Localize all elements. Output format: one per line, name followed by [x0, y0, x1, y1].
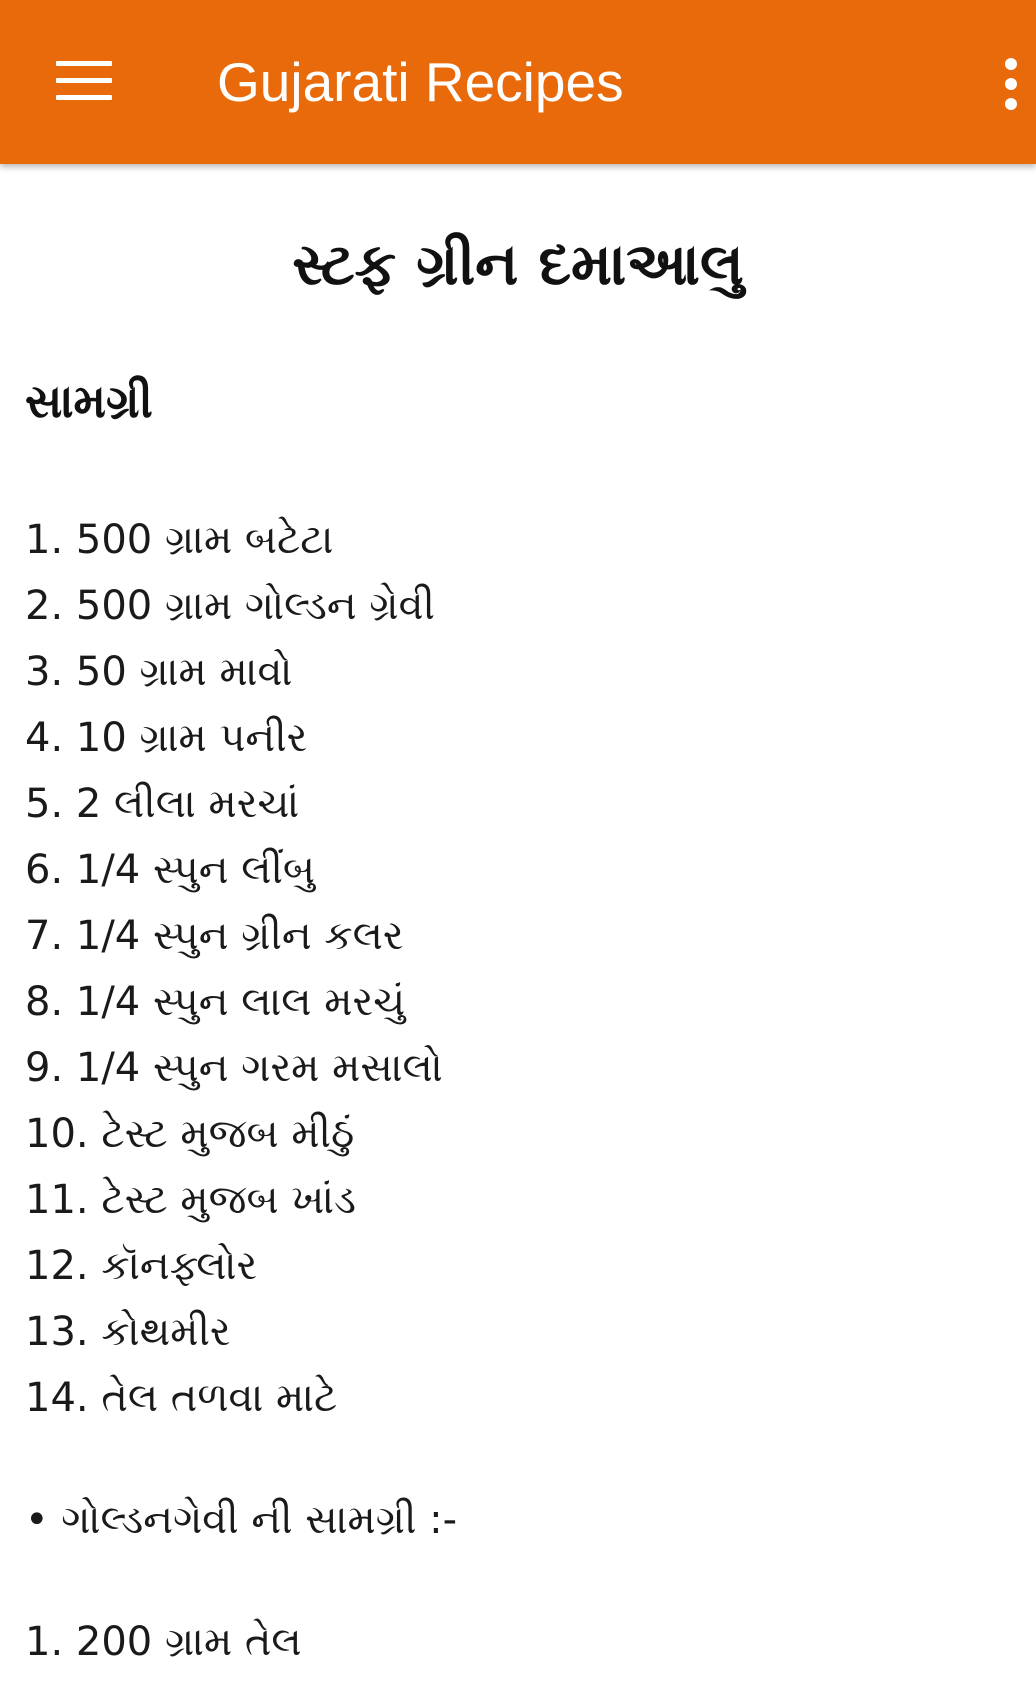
gravy-ingredients-list: [25, 1609, 302, 1675]
list-item: 1. 200 ગ્રામ તેલ: [25, 1619, 302, 1665]
recipe-content[interactable]: [0, 164, 1036, 1691]
list-item: 8. 1/4 સ્પુન લાલ મરચું: [25, 979, 406, 1025]
app-bar: [0, 0, 1036, 164]
recipe-title: સ્ટફ ગ્રીન દમાઆલુ: [292, 230, 744, 298]
list-item: 3. 50 ગ્રામ માવો: [25, 649, 293, 695]
hamburger-menu-icon[interactable]: [44, 45, 124, 115]
ingredients-list: [25, 507, 443, 1431]
list-item: 14. તેલ તળવા માટે: [25, 1375, 338, 1421]
more-vert-icon[interactable]: [990, 52, 1036, 116]
overflow-dot: [1005, 58, 1017, 70]
list-item: 5. 2 લીલા મરચાં: [25, 781, 300, 827]
list-item: 13. કોથમીર: [25, 1309, 231, 1355]
list-item: 1. 500 ગ્રામ બટેટા: [25, 517, 334, 563]
list-item: 12. કૉનફ્લોર: [25, 1243, 258, 1289]
app-title: Gujarati Recipes: [217, 51, 624, 113]
list-item: 11. ટેસ્ટ મુજબ ખાંડ: [25, 1177, 356, 1223]
overflow-dot: [1005, 78, 1017, 90]
menu-bar-line: [56, 78, 112, 83]
list-item: 10. ટેસ્ટ મુજબ મીઠું: [25, 1111, 355, 1157]
menu-bar-line: [56, 61, 112, 66]
gravy-ingredients-heading: • ગોલ્ડનગેવી ની સામગ્રી :-: [25, 1497, 458, 1543]
list-item: 9. 1/4 સ્પુન ગરમ મસાલો: [25, 1045, 443, 1091]
list-item: 4. 10 ગ્રામ પનીર: [25, 715, 308, 761]
list-item: 6. 1/4 સ્પુન લીંબુ: [25, 847, 316, 893]
list-item: 7. 1/4 સ્પુન ગ્રીન કલર: [25, 913, 404, 959]
overflow-dot: [1005, 98, 1017, 110]
list-item: 2. 500 ગ્રામ ગોલ્ડન ગ્રેવી: [25, 583, 435, 629]
ingredients-heading: સામગ્રી: [25, 374, 153, 428]
menu-bar-line: [56, 95, 112, 100]
